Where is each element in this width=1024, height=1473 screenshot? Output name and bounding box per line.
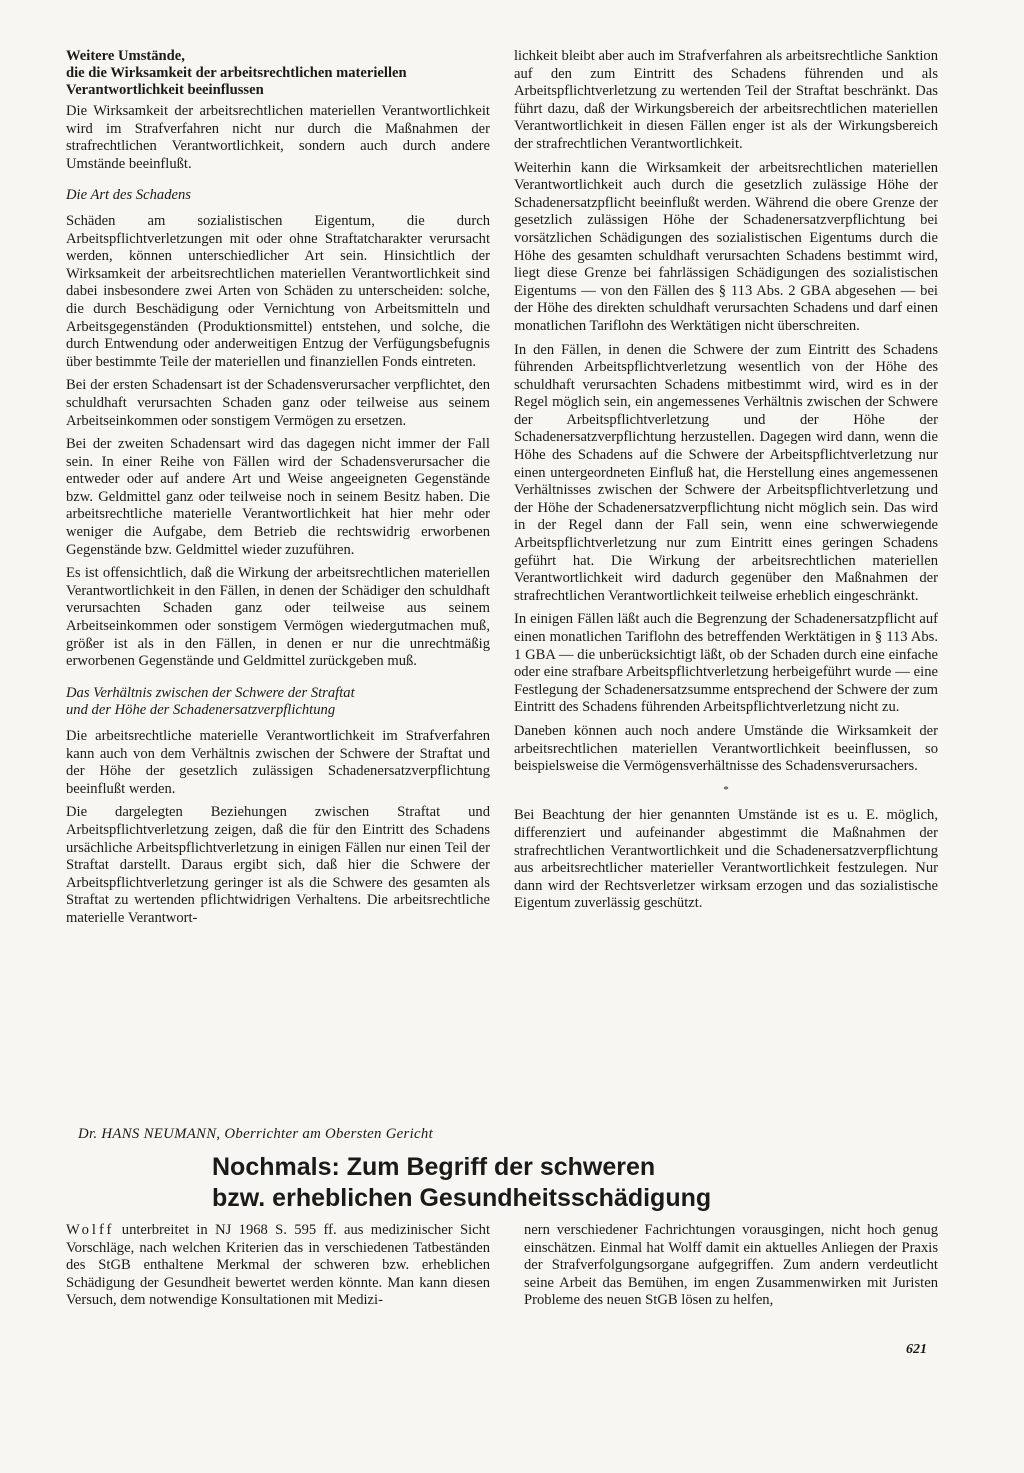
paragraph: In den Fällen, in denen die Schwere der zum Eintritt des Schadens führenden Arbeitspflichtverletzung wesentlich von der Höhe des schuldhaft verursachten Schadens mitbestimmt wird, wird es in der Regel möglich sein, ein angemessenes Verhältnis zwischen der Schwere der Arbeitspflichtverletzung und der Höhe der Schadenersatzverpflichtung herzustellen. Dagegen wird dann, wenn die Höhe des Schadens auf die Schwere der Arbeitspflichtverletzung nur einen untergeordneten Einfluß hat, die Herstellung eines angemessenen Verhältnisses zwischen der Schwere der Arbeitspflichtverletzung und der Höhe der Schadenersatzverpflichtung nicht möglich sein. Das wird in der Regel dann der Fall sein, wenn eine schwerwiegende Arbeitspflichtverletzung nur zum Eintritt eines geringen Schadens geführt hat. Die Wirkung der arbeitsrechtlichen materiellen Verantwortlichkeit wird dadurch gegenüber den Maßnahmen der strafrechtlichen Verantwortlichkeit teilweise erheblich eingeschränkt. bbox=[514, 341, 938, 604]
paragraph: In einigen Fällen läßt auch die Begrenzung der Schadenersatzpflicht auf einen monatlichen Tariflohn des betreffenden Werktätigen in § 113 Abs. 1 GBA — die unberücksichtigt läßt, ob der Schaden durch eine einfache oder eine strafbare Arbeitspflichtverletzung herbeigeführt wurde — eine Festlegung der Schadenersatzsumme entsprechend der Schwere der zum Eintritt des Schadens führenden Arbeitspflichtverletzung nicht zu. bbox=[514, 611, 938, 716]
paragraph: Die arbeitsrechtliche materielle Verantwortlichkeit im Strafverfahren kann auch von dem Verhältnis zwischen der Schwere der Straftat und der Höhe der gesetzlich zulässigen Schadenersatzverpflichtung beeinflußt werden. bbox=[66, 728, 490, 797]
article2-right-column bbox=[524, 1222, 938, 1316]
paragraph: Bei Beachtung der hier genannten Umstände ist es u. E. möglich, differenziert und aufeinander abgestimmt die Maßnahmen der strafrechtlichen Verantwortlichkeit und die Schadenersatzverpflichtung aus arbeitsrechtlicher materieller Verantwortlichkeit festzulegen. Nur dann wird der Rechtsverletzer wirksam erzogen und das sozialistische Eigentum zuverlässig geschützt. bbox=[514, 807, 938, 912]
paragraph: lichkeit bleibt aber auch im Strafverfahren als arbeitsrechtliche Sanktion auf den zum Eintritt des Schadens führenden und als Arbeitspflichtverletzung zu wertenden Teil der Straftat beschränkt. Das führt dazu, daß der Wirkungsbereich der arbeitsrechtlichen materiellen Verantwortlichkeit in diesen Fällen enger ist als der Wirkungsbereich der strafrechtlichen Verantwortlichkeit. bbox=[514, 48, 938, 152]
subheading-verhaeltnis: Das Verhältnis zwischen der Schwere der Straftat und der Höhe der Schadenersatzverpflichtung bbox=[66, 684, 355, 719]
right-column-top bbox=[514, 48, 938, 919]
paragraph: Bei der zweiten Schadensart wird das dagegen nicht immer der Fall sein. In einer Reihe von Fällen wird der Schadensverursacher die entweder oder auf andere Art und Weise angeeigneten Gegenstände bzw. Geldmittel ganz oder teilweise noch in seinem Besitz haben. Die arbeitsrechtliche materielle Verantwortlichkeit hat hier mehr oder weniger die Aufgabe, dem Betrieb die rechtswidrig erworbenen Gegenstände bzw. Geldmittel wieder zuzuführen. bbox=[66, 436, 490, 558]
left-column-top bbox=[66, 48, 490, 934]
subheading-art-des-schadens: Die Art des Schadens bbox=[66, 187, 191, 204]
paragraph: Weiterhin kann die Wirksamkeit der arbeitsrechtlichen materiellen Verantwortlichkeit auch durch die gesetzlich zulässige Höhe der Schadenersatzpflicht beeinflußt werden. Während die obere Grenze der gesetzlich zulässigen Höhe der Schadenersatzverpflichtung bei vorsätzlichen Schädigungen des sozialistischen Eigentums durch die Höhe des gesamten schuldhaft verursachten Schadens bestimmt wird, liegt diese Grenze bei fahrlässigen Schädigungen des sozialistischen Eigentums — von den Fällen des § 113 Abs. 2 GBA abgesehen — bei der Höhe des direkten schuldhaft verursachten Schadens und darf einen monatlichen Tariflohn des Werktätigen nicht überschreiten. bbox=[514, 159, 938, 334]
article-title: Nochmals: Zum Begriff der schweren bzw. erheblichen Gesundheitsschädigung bbox=[212, 1153, 712, 1212]
paragraph: Es ist offensichtlich, daß die Wirkung der arbeitsrechtlichen materiellen Verantwortlichkeit in den Fällen, in denen der Schädiger den schuldhaft verursachten Schaden ganz oder teilweise aus seinem Arbeitseinkommen oder sonstigem Vermögen wiedergutmachen muß, größer ist als in den Fällen, in denen er nur die unrechtmäßig erworbenen Gegenstände und Geldmittel zurückgeben muß. bbox=[66, 565, 490, 670]
section-separator: * bbox=[723, 783, 729, 796]
article2-left-column bbox=[66, 1222, 490, 1316]
paragraph: Wolff unterbreitet in NJ 1968 S. 595 ff. aus medizinischer Sicht Vorschläge, nach welchen Kriterien das in verschiedenen Tatbeständen des StGB enthaltene Merkmal der schweren bzw. erheblichen Schädigung der Gesundheit bewertet werden könnte. Man kann diesen Versuch, dem notwendige Konsultationen mit Medizi- bbox=[66, 1222, 490, 1309]
paragraph: Die dargelegten Beziehungen zwischen Straftat und Arbeitspflichtverletzung zeigen, daß die für den Eintritt des Schadens ursächliche Arbeitspflichtverletzung in einigen Fällen nur einen Teil der Straftat darstellt. Daraus ergibt sich, daß hier die Schwere der Arbeitspflichtverletzung geringer ist als die Schwere des gesamten als Straftat zu wertenden pflichtwidrigen Verhaltens. Die arbeitsrechtliche materielle Verantwort- bbox=[66, 804, 490, 926]
paragraph: Die Wirksamkeit der arbeitsrechtlichen materiellen Verantwortlichkeit wird im Strafverfahren nicht nur durch die Maßnahmen der strafrechtlichen Verantwortlichkeit, sondern auch durch andere Umstände beeinflußt. bbox=[66, 103, 490, 172]
paragraph: Bei der ersten Schadensart ist der Schadensverursacher verpflichtet, den schuldhaft verursachten Schaden ganz oder teilweise aus seinem Arbeitseinkommen oder sonstigem Vermögen zu ersetzen. bbox=[66, 377, 490, 429]
page-number: 621 bbox=[906, 1342, 927, 1357]
paragraph: nern verschiedener Fachrichtungen vorausgingen, nicht hoch genug einschätzen. Einmal hat Wolff damit ein aktuelles Anliegen der Praxis der Strafverfolgungsorgane aufgegriffen. Zum andern verdeutlicht seine Arbeit das Bemühen, im engen Zusammenwirken mit Juristen Probleme des neuen StGB lösen zu helfen, bbox=[524, 1222, 938, 1309]
paragraph: Schäden am sozialistischen Eigentum, die durch Arbeitspflichtverletzungen mit oder ohne Straftatcharakter verursacht werden, können unterschiedlicher Art sein. Hinsichtlich der Wirksamkeit der arbeitsrechtlichen materiellen Verantwortlichkeit sind dabei insbesondere zwei Arten von Schäden zu unterscheiden: solche, die durch Beschädigung oder Vernichtung von Arbeitsmitteln und Arbeitsgegenständen (Produktionsmittel) entstehen, und solche, die durch Entwendung oder anderweitigen Entzug der Verfügungsbefugnis über bestimmte Teile der materiellen und finanziellen Fonds eintreten. bbox=[66, 212, 490, 370]
paragraph: Daneben können auch noch andere Umstände die Wirksamkeit der arbeitsrechtlichen materiellen Verantwortlichkeit beeinflussen, so beispielsweise die Vermögensverhältnisse des Schadensverursachers. bbox=[514, 722, 938, 775]
author-name: Wolff bbox=[66, 1222, 115, 1238]
section-heading: Weitere Umstände, die die Wirksamkeit der arbeitsrechtlichen materiellen Verantwortlichkeit beeinflussen bbox=[66, 48, 407, 98]
author-byline: Dr. HANS NEUMANN, Oberrichter am Obersten Gericht bbox=[78, 1126, 433, 1142]
